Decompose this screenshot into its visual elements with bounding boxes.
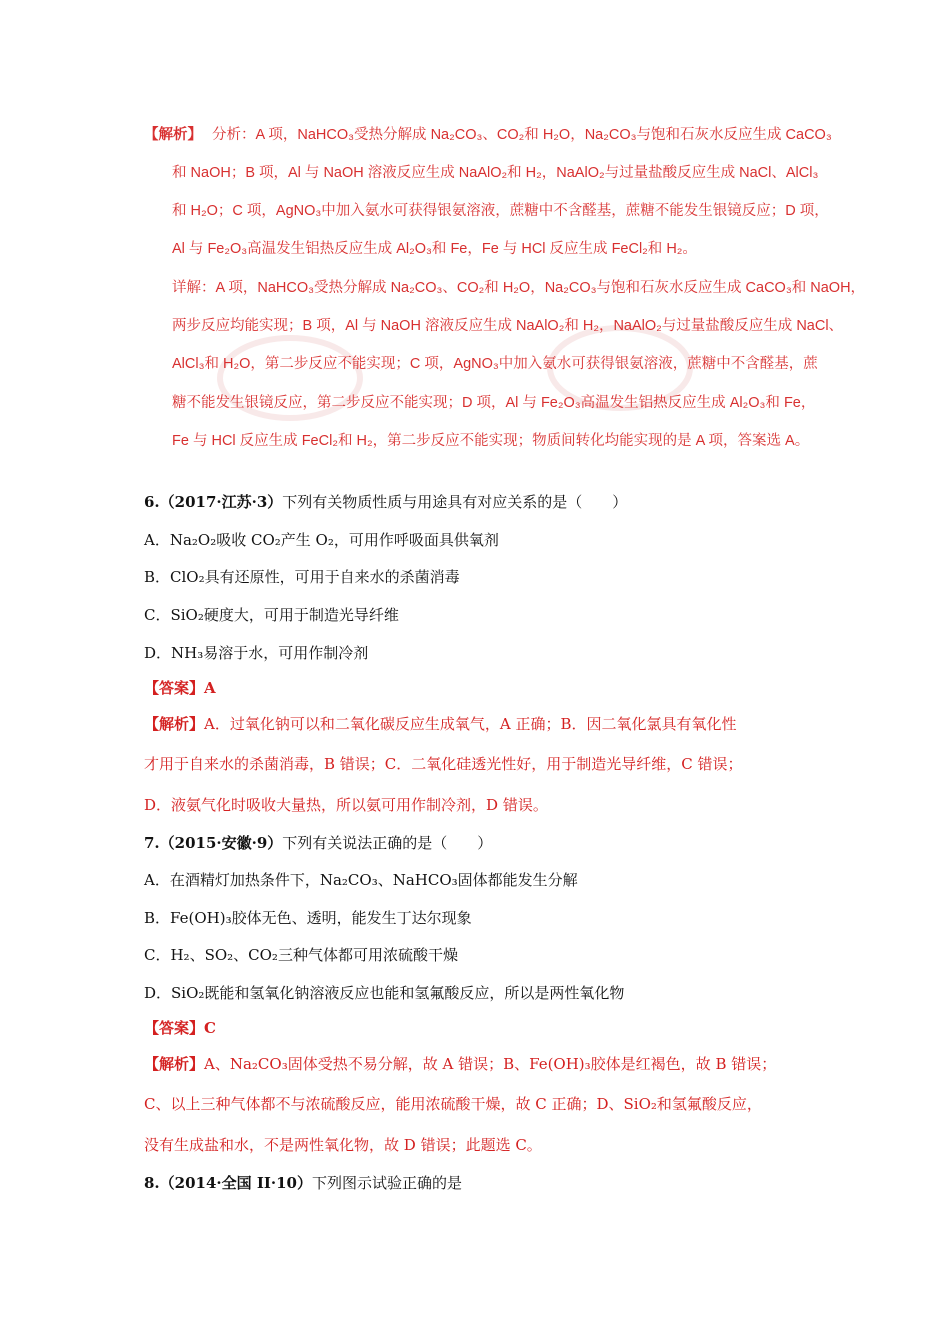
q6-text: 下列有关物质性质与用途具有对应关系的是（ ） bbox=[282, 493, 628, 511]
analysis-line-1: 分析：A 项，NaHCO₃受热分解成 Na₂CO₃、CO₂和 H₂O，Na₂CO₃与饱和石灰水反应生成 CaCO₃ bbox=[212, 127, 832, 143]
q7-stem bbox=[144, 832, 492, 854]
q6-explain-line-1 bbox=[144, 713, 736, 735]
q7-option-b: B．Fe(OH)₃胶体无色、透明，能发生丁达尔现象 bbox=[144, 909, 472, 927]
q6-option-d: D．NH₃易溶于水，可用作制冷剂 bbox=[144, 644, 369, 662]
q7-source: 7.（2015·安徽·9） bbox=[144, 834, 283, 852]
analysis-line-3: 和 H₂O；C 项，AgNO₃中加入氨水可获得银氨溶液，蔗糖中不含醛基，蔗糖不能发生银镜反应；D 项， bbox=[172, 203, 829, 219]
detail-line-4: 糖不能发生银镜反应，第二步反应不能实现；D 项，Al 与 Fe₂O₃高温发生铝热反应生成 Al₂O₃和 Fe， bbox=[172, 395, 816, 411]
detail-line-2: 两步反应均能实现；B 项，Al 与 NaOH 溶液反应生成 NaAlO₂和 H₂，NaAlO₂与过量盐酸反应生成 NaCl、 bbox=[172, 318, 844, 334]
analysis-line-2: 和 NaOH；B 项，Al 与 NaOH 溶液反应生成 NaAlO₂和 H₂，NaAlO₂与过量盐酸反应生成 NaCl、AlCl₃ bbox=[172, 165, 819, 181]
q6-answer bbox=[144, 677, 216, 699]
analysis-line-4: Al 与 Fe₂O₃高温发生铝热反应生成 Al₂O₃和 Fe，Fe 与 HCl 反应生成 FeCl₂和 H₂。 bbox=[172, 241, 697, 257]
q7-option-c: C．H₂、SO₂、CO₂三种气体都可用浓硫酸干燥 bbox=[144, 946, 458, 964]
detail-line-5: Fe 与 HCl 反应生成 FeCl₂和 H₂，第二步反应不能实现；物质间转化均能实现的是 A 项，答案选 A。 bbox=[172, 433, 810, 449]
q8-source: 8.（2014·全国 II·10） bbox=[144, 1174, 312, 1192]
detail-line-1: 详解：A 项，NaHCO₃受热分解成 Na₂CO₃、CO₂和 H₂O，Na₂CO₃与饱和石灰水反应生成 CaCO₃和 NaOH， bbox=[172, 280, 866, 296]
q7-explain-tag: 【解析】 bbox=[144, 1055, 205, 1073]
q7-option-a: A．在酒精灯加热条件下，Na₂CO₃、NaHCO₃固体都能发生分解 bbox=[144, 871, 578, 889]
q7-explain-line-1 bbox=[144, 1053, 776, 1075]
q7-answer-value: C bbox=[204, 1019, 216, 1037]
q6-stem bbox=[144, 491, 627, 513]
q6-explain-line-2: 才用于自来水的杀菌消毒，B 错误；C．二氧化硅透光性好，用于制造光导纤维，C 错误； bbox=[144, 755, 743, 773]
q6-option-a: A．Na₂O₂吸收 CO₂产生 O₂，可用作呼吸面具供氧剂 bbox=[144, 531, 499, 549]
q6-option-b: B．ClO₂具有还原性，可用于自来水的杀菌消毒 bbox=[144, 568, 460, 586]
q6-option-c: C．SiO₂硬度大，可用于制造光导纤维 bbox=[144, 606, 399, 624]
q7-explain-line-3: 没有生成盐和水，不是两性氧化物，故 D 错误；此题选 C。 bbox=[144, 1136, 542, 1154]
q6-answer-value: A bbox=[204, 679, 216, 697]
q6-source: 6.（2017·江苏·3） bbox=[144, 493, 283, 511]
q6-answer-tag: 【答案】 bbox=[144, 679, 205, 697]
q8-stem bbox=[144, 1172, 462, 1194]
q6-explain-line-3: D．液氨气化时吸收大量热，所以氨可用作制冷剂，D 错误。 bbox=[144, 796, 548, 814]
q7-explain-line-2: C、以上三种气体都不与浓硫酸反应，能用浓硫酸干燥，故 C 正确；D、SiO₂和氢氟酸反应， bbox=[144, 1095, 762, 1113]
q6-explain-tag: 【解析】 bbox=[144, 715, 205, 733]
detail-line-3: AlCl₃和 H₂O，第二步反应不能实现；C 项，AgNO₃中加入氨水可获得银氨溶液，蔗糖中不含醛基，蔗 bbox=[172, 356, 818, 372]
q7-answer-tag: 【答案】 bbox=[144, 1019, 205, 1037]
q7-answer bbox=[144, 1017, 216, 1039]
explanation-tag: 【解析】 bbox=[144, 127, 202, 143]
q7-text: 下列有关说法正确的是（ ） bbox=[282, 834, 493, 852]
q7-option-d: D．SiO₂既能和氢氧化钠溶液反应也能和氢氟酸反应，所以是两性氧化物 bbox=[144, 984, 625, 1002]
q6-explain-text-1: A．过氧化钠可以和二氧化碳反应生成氧气，A 正确；B．因二氧化氯具有氧化性 bbox=[204, 715, 737, 733]
q7-explain-text-1: A、Na₂CO₃固体受热不易分解，故 A 错误；B、Fe(OH)₃胶体是红褐色，故 B 错误； bbox=[204, 1055, 777, 1073]
q8-text: 下列图示试验正确的是 bbox=[311, 1174, 462, 1192]
